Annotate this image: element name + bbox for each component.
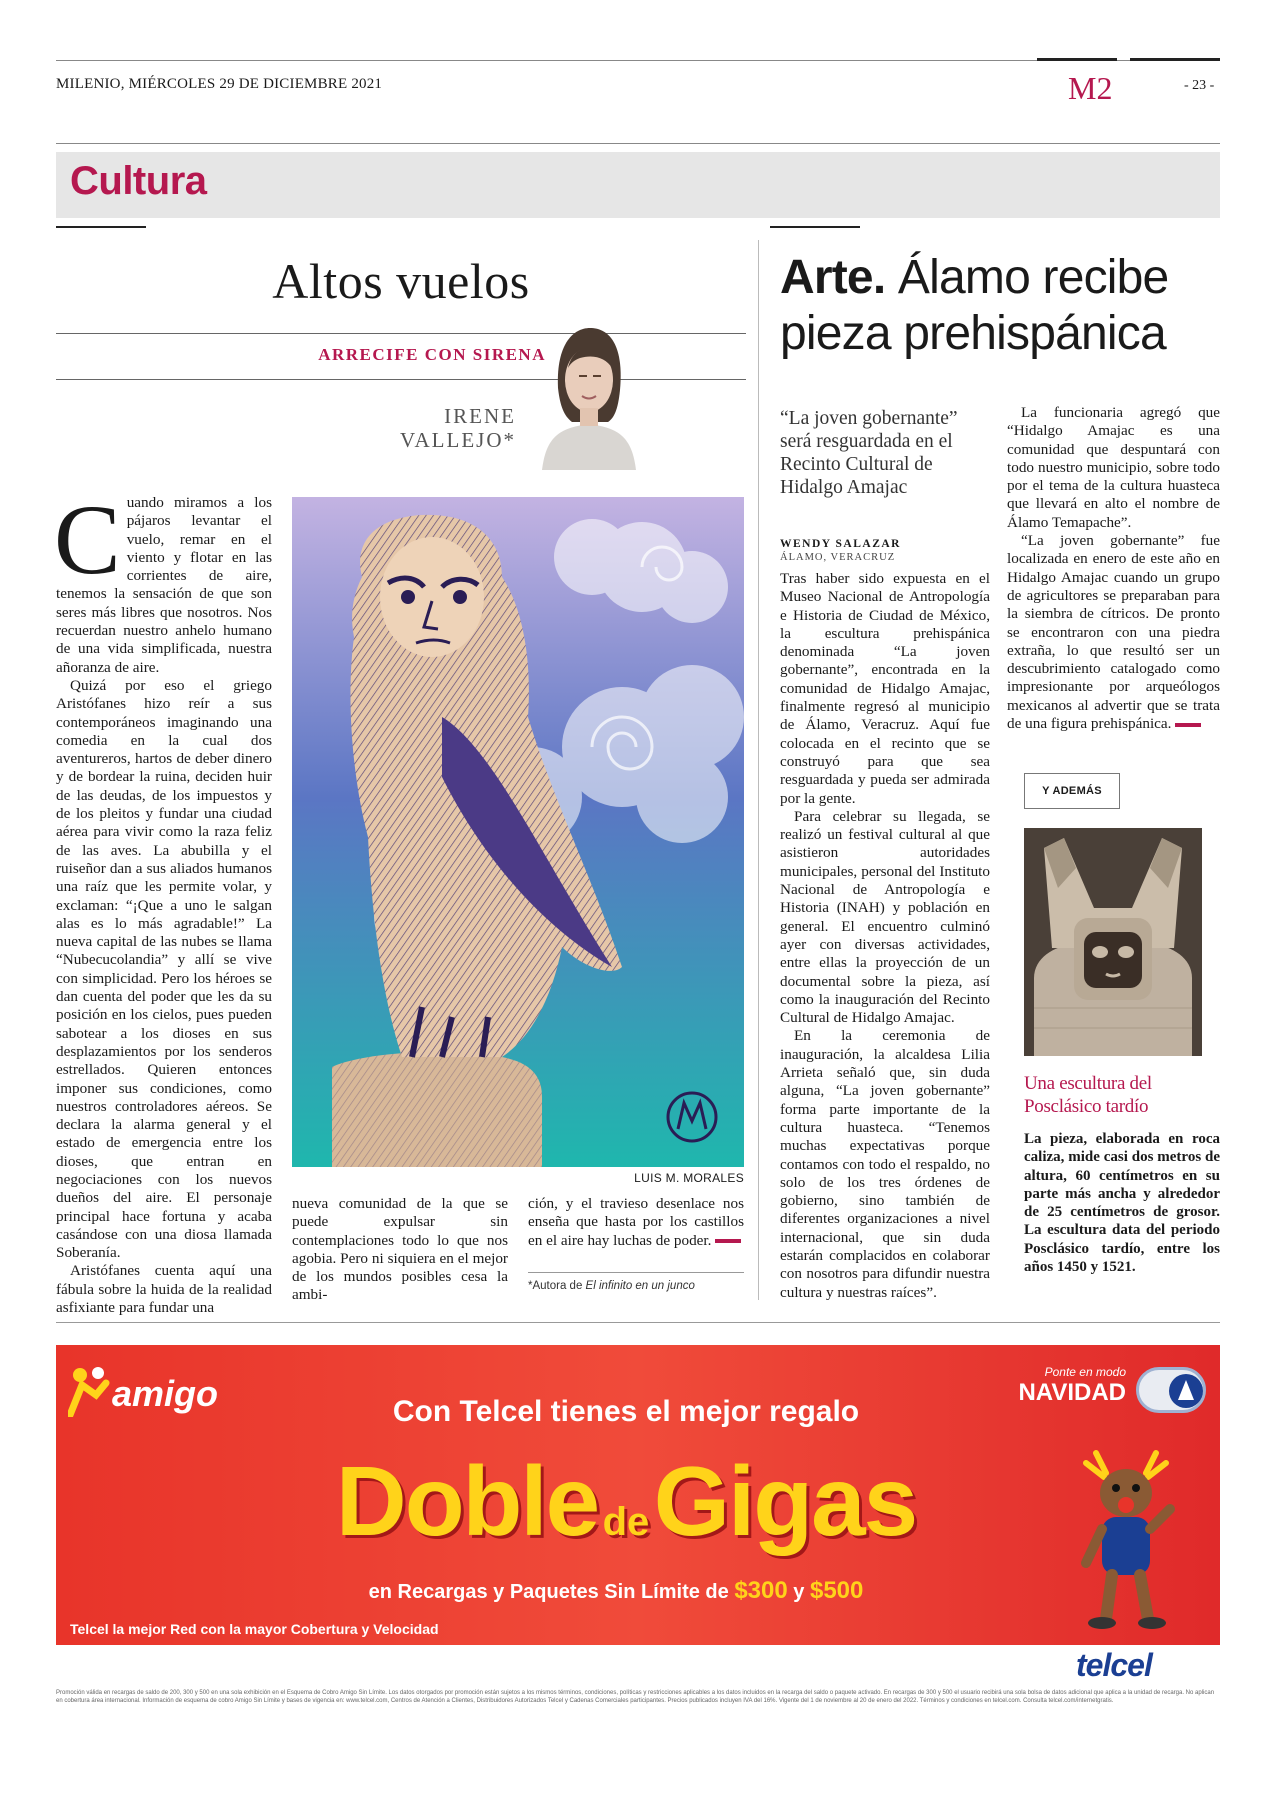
- paragraph: Quizá por eso el griego Aristófanes hizo reír a sus contemporáneos imaginando una comedia en la cual dos aventureros, hartos de deber dinero y de bordear la ruina, deciden huir de las deudas, de los impuestos y de los pleitos y fundar una ciudad aérea para vivir como la raza feliz de las aves. La abubilla y el ruiseñor dan a sus aliados humanos una raíz que les permite volar, y exclaman: “¡Que a uno le salgan alas es lo más agradable!” La nueva capital de las nubes se llama “Nubecucolandia” y allí se vive con simplicidad. Pero los héroes se dan cuenta del poder que les da su posición en los cielos, pues pueden sabotear a los dioses en sus desplazamientos por los senderos estrellados. Quieren entonces imponer sus condiciones, como nuestros controladores aéreos. Se declara la alarma general y el estado de emergencia entre los dioses, que entran en negociaciones con los nuevos dueños del aire. El personaje principal hace fortuna y acaba casándose con una diosa llamada Soberanía.: [56, 676, 272, 1262]
- toggle-icon: [1136, 1367, 1206, 1413]
- paragraph: La funcionaria agregó que “Hidalgo Amajac es una comunidad que despuntará con todo nuestro municipio, sobre todo por el tema de la cultura huasteca que llevará en alto el nombre de Álamo Temapache”.: [1007, 404, 1220, 531]
- author-line: VALLEJO*: [400, 428, 516, 452]
- sculpture-photo: [1024, 828, 1202, 1056]
- header-rule-accent: [1130, 58, 1220, 61]
- badge-line: Ponte en modo: [1044, 1365, 1126, 1379]
- footnote-book: El infinito en un junco: [585, 1280, 695, 1292]
- reindeer-icon: [1066, 1433, 1186, 1638]
- illustration-credit: LUIS M. MORALES: [634, 1171, 744, 1185]
- article-deck: “La joven gobernante” será resguardada en el Recinto Cultural de Hidalgo Amajac: [780, 408, 958, 498]
- sidebar-title: Una escultura del Posclásico tardío: [1024, 1073, 1152, 1117]
- section-title: Cultura: [70, 159, 207, 203]
- navidad-badge: [986, 1365, 1126, 1407]
- paragraph: Aristófanes cuenta aquí una fábula sobre la huida de la realidad asfixiante para fundar una: [56, 1262, 272, 1317]
- section-code: M2: [1068, 70, 1113, 106]
- footnote-text: *Autora de: [528, 1280, 586, 1292]
- badge-line: NAVIDAD: [1018, 1379, 1126, 1406]
- end-mark: [715, 1239, 741, 1243]
- paragraph: Para celebrar su llegada, se realizó un festival cultural al que asistieron autoridades municipales, personal del Instituto Nacional de Antropología e Historia (INAH) y población en general. El encuentro culminó ayer con diversas actividades, entre ellas la proyección de un documental sobre la pieza, así como la inauguración del Recinto Cultural de Hidalgo Amajac.: [780, 807, 990, 1027]
- author-footnote: [528, 1280, 744, 1292]
- paragraph: Tras haber sido expuesta en el Museo Nacional de Antropología e Historia de Ciudad de México, la escultura prehispánica denominada “La joven gobernante”, encontrada en la comunidad de Hidalgo Amajac, finalmente regresó al municipio de Álamo, Veracruz. Aquí fue colocada en el recinto que se construyó para que sea resguardada y pueda ser admirada por la gente.: [780, 570, 990, 807]
- column-text-col3: [528, 1195, 744, 1250]
- paragraph: nueva comunidad de la que se puede expulsar sin contemplaciones todo lo que nos agobia. Pero ni siquiera en el mejor de los mundos posibles cesa la ambi-: [292, 1195, 508, 1304]
- column-title: Altos vuelos: [272, 253, 530, 309]
- ad-amount: $300: [734, 1577, 788, 1604]
- ad-subline-text: y: [787, 1581, 810, 1603]
- article-title: [780, 250, 1220, 362]
- sidebar-tag: Y ADEMÁS: [1024, 773, 1120, 809]
- ad-headline: Con Telcel tienes el mejor regalo: [392, 1395, 860, 1428]
- author-line: IRENE: [444, 404, 516, 428]
- column-text-col1: [54, 484, 272, 1317]
- column-divider: [758, 240, 759, 1300]
- article-title-line: Álamo recibe: [897, 251, 1169, 304]
- ad-big-word: Doble: [335, 1446, 599, 1556]
- ad-network-line: Telcel la mejor Red con la mayor Cobertura y Velocidad: [70, 1621, 439, 1637]
- ad-big-word: Gigas: [653, 1446, 917, 1556]
- paragraph: uando miramos a los pájaros levantar el vuelo, remar en el viento y flotar en las corrientes de aire, tenemos la sensación de que son seres más libres que nosotros. Nos recuerdan nuestro anhelo humano de una vida simplificada, nuestra añoranza de aire.: [56, 494, 272, 676]
- page-number: - 23 -: [1184, 78, 1215, 93]
- column-kicker: ARRECIFE CON SIRENA: [318, 345, 546, 364]
- article-title-line: pieza prehispánica: [780, 307, 1166, 360]
- section-band: [56, 152, 1220, 218]
- sidebar-text: La pieza, elaborada en roca caliza, mide casi dos metros de altura, 60 centímetros en su parte más ancha y alrededor de 25 centímetros de grosor. La escultura data del periodo Posclásico tardío, entre los años 1450 y 1521.: [1024, 1131, 1220, 1276]
- article-text-col1: [780, 570, 990, 1302]
- owl-illustration: [292, 497, 744, 1167]
- article-byline: WENDY SALAZAR: [780, 538, 901, 550]
- article-location: ÁLAMO, VERACRUZ: [780, 552, 896, 563]
- tree-icon: [1169, 1374, 1203, 1408]
- telcel-logo: telcel: [1076, 1647, 1152, 1683]
- telcel-ad[interactable]: [56, 1345, 1220, 1645]
- author-photo: [528, 318, 650, 470]
- ad-subline-text: en Recargas y Paquetes Sin Límite de: [368, 1581, 735, 1603]
- ad-subline: [256, 1577, 976, 1605]
- column-text-col2: [292, 1195, 508, 1305]
- dateline: MILENIO, MIÉRCOLES 29 DE DICIEMBRE 2021: [56, 76, 383, 92]
- amigo-wordmark: amigo: [112, 1373, 219, 1414]
- header-rule-accent: [1037, 58, 1117, 61]
- article-title-bold: Arte.: [780, 251, 886, 304]
- article-text-col2: [1007, 404, 1220, 733]
- ad-footer: [56, 1645, 1220, 1725]
- section-rule: [56, 226, 146, 228]
- paragraph: En la ceremonia de inauguración, la alcaldesa Lilia Arrieta señaló que, sin duda alguna, “La joven gobernante” forma parte importante de la cultura huasteca. “Tenemos muchas expectativas porque contamos con todo el respaldo, no solo de los tres órdenes de gobierno, sino también de diferentes organizaciones a nivel internacional, que sin duda estarán complacidos en colaborar con nosotros para difundir nuestra cultura y nuestras raíces”.: [780, 1027, 990, 1301]
- paragraph: ción, y el travieso desenlace nos enseña que hasta por los castillos en el aire hay luchas de poder.: [528, 1195, 744, 1249]
- dropcap: C: [54, 484, 121, 595]
- amigo-logo: [68, 1365, 112, 1422]
- ad-amount: $500: [809, 1577, 864, 1604]
- end-mark: [1175, 723, 1201, 727]
- column-author: [56, 404, 516, 452]
- ad-big-text: [236, 1445, 1016, 1558]
- ad-fine-print: Promoción válida en recargas de saldo de 200, 300 y 500 en una sola exhibición en el Esquema de Cobro Amigo Sin Límite. Los datos otorgados por promoción están sujetos a los mismos términos, condiciones, políticas y restricciones aplicables a los datos incluidos en la recarga del saldo o paquete activado. En recargas de 300 y 500 el usuario recibirá una sola bolsa de datos adicional que aplica a la unidad de recarga. No aplican en cobertura área internacional. Información de esquema de cobro Amigo Sin Límite y bases de vigencia en: www.telcel.com, Centros de Atención a Clientes, Distribuidores Autorizados Telcel y Cadenas Comerciales participantes. Precios publicados incluyen IVA del 16%. Vigente del 1 de noviembre al 20 de enero del 2022. Términos y condiciones en telcel.com. Consulta telcel.com/internetgratis.: [56, 1690, 1215, 1704]
- section-rule: [770, 226, 860, 228]
- paragraph: “La joven gobernante” fue localizada en enero de este año en Hidalgo Amajac cuando un grupo de agricultores se preparaban para la siembra de cítricos. De pronto se encontraron con una piedra extraña, lo que resultó ser un descubrimiento catalogado como impresionante por arqueólogos mexicanos al advertir que se trata de una figura prehispánica.: [1007, 532, 1220, 733]
- ad-big-small: de: [602, 1500, 650, 1544]
